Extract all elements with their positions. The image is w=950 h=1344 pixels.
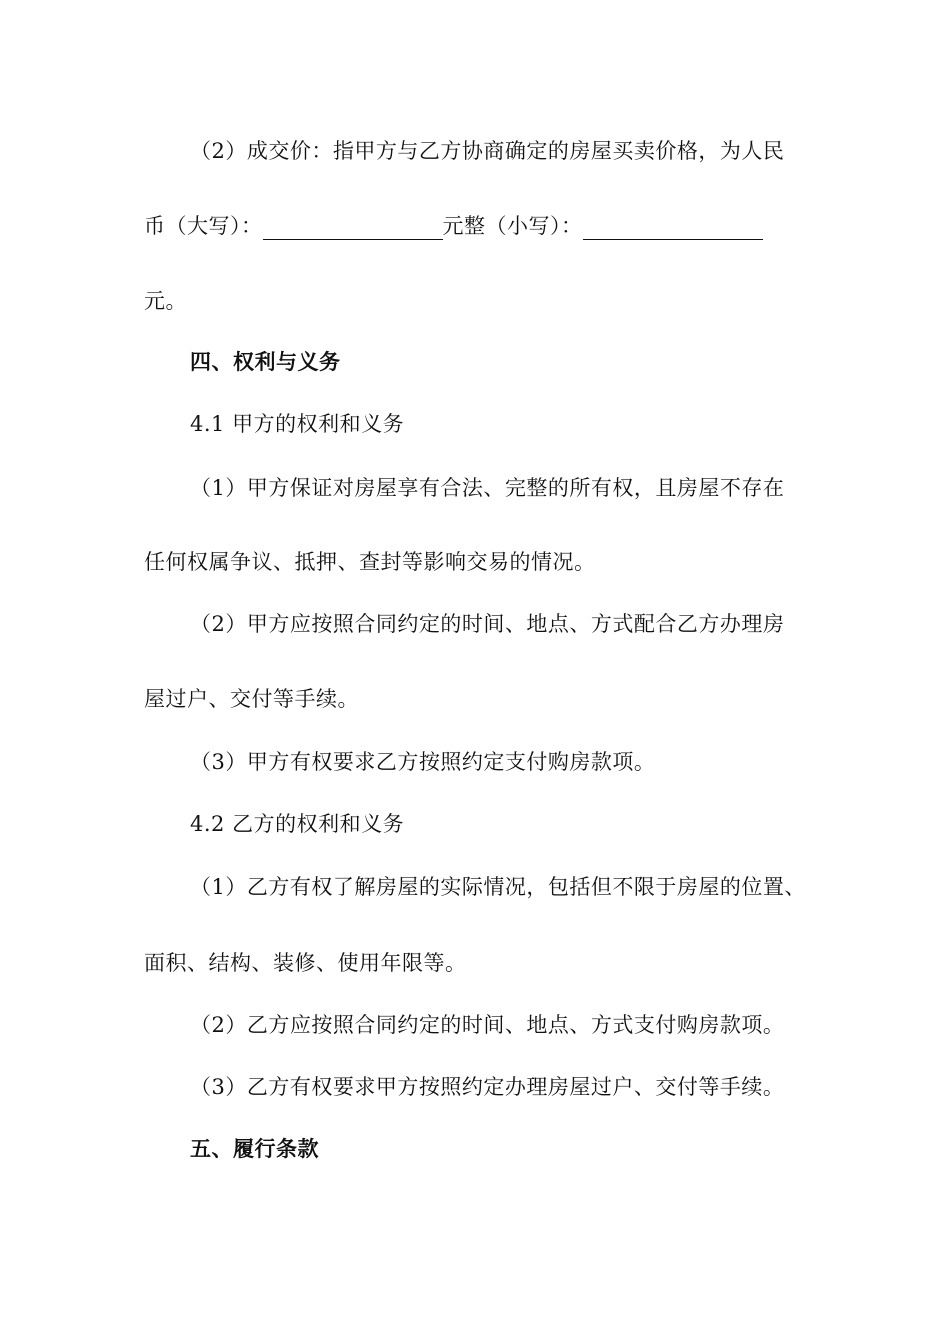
clause-2-line-3: 元。 xyxy=(144,289,187,313)
amount-uppercase-blank[interactable] xyxy=(263,217,443,240)
item-4-1-1-line-1: （1）甲方保证对房屋享有合法、完整的所有权，且房屋不存在 xyxy=(190,476,785,500)
subsection-4-2-heading: 4.2 乙方的权利和义务 xyxy=(190,812,405,836)
item-4-1-1-line-2: 任何权属争议、抵押、查封等影响交易的情况。 xyxy=(144,550,596,574)
item-4-1-2-line-2: 屋过户、交付等手续。 xyxy=(144,687,359,711)
item-4-2-3: （3）乙方有权要求甲方按照约定办理房屋过户、交付等手续。 xyxy=(190,1075,785,1099)
amount-uppercase-label: 币（大写）： xyxy=(144,214,263,238)
subsection-4-1-heading: 4.1 甲方的权利和义务 xyxy=(190,412,405,436)
item-4-2-1-line-1: （1）乙方有权了解房屋的实际情况，包括但不限于房屋的位置、 xyxy=(190,875,806,899)
item-4-1-2-line-1: （2）甲方应按照合同约定的时间、地点、方式配合乙方办理房 xyxy=(190,612,785,636)
clause-2-line-2 xyxy=(144,212,763,240)
item-4-2-1-line-2: 面积、结构、装修、使用年限等。 xyxy=(144,951,467,975)
section-4-heading: 四、权利与义务 xyxy=(190,349,341,374)
item-4-1-3: （3）甲方有权要求乙方按照约定支付购房款项。 xyxy=(190,750,656,774)
section-5-heading: 五、履行条款 xyxy=(190,1136,319,1161)
amount-lowercase-label: 元整（小写）： xyxy=(442,214,583,238)
clause-2-line-1: （2）成交价：指甲方与乙方协商确定的房屋买卖价格，为人民 xyxy=(190,139,785,163)
amount-lowercase-blank[interactable] xyxy=(583,217,763,240)
item-4-2-2: （2）乙方应按照合同约定的时间、地点、方式支付购房款项。 xyxy=(190,1013,785,1037)
